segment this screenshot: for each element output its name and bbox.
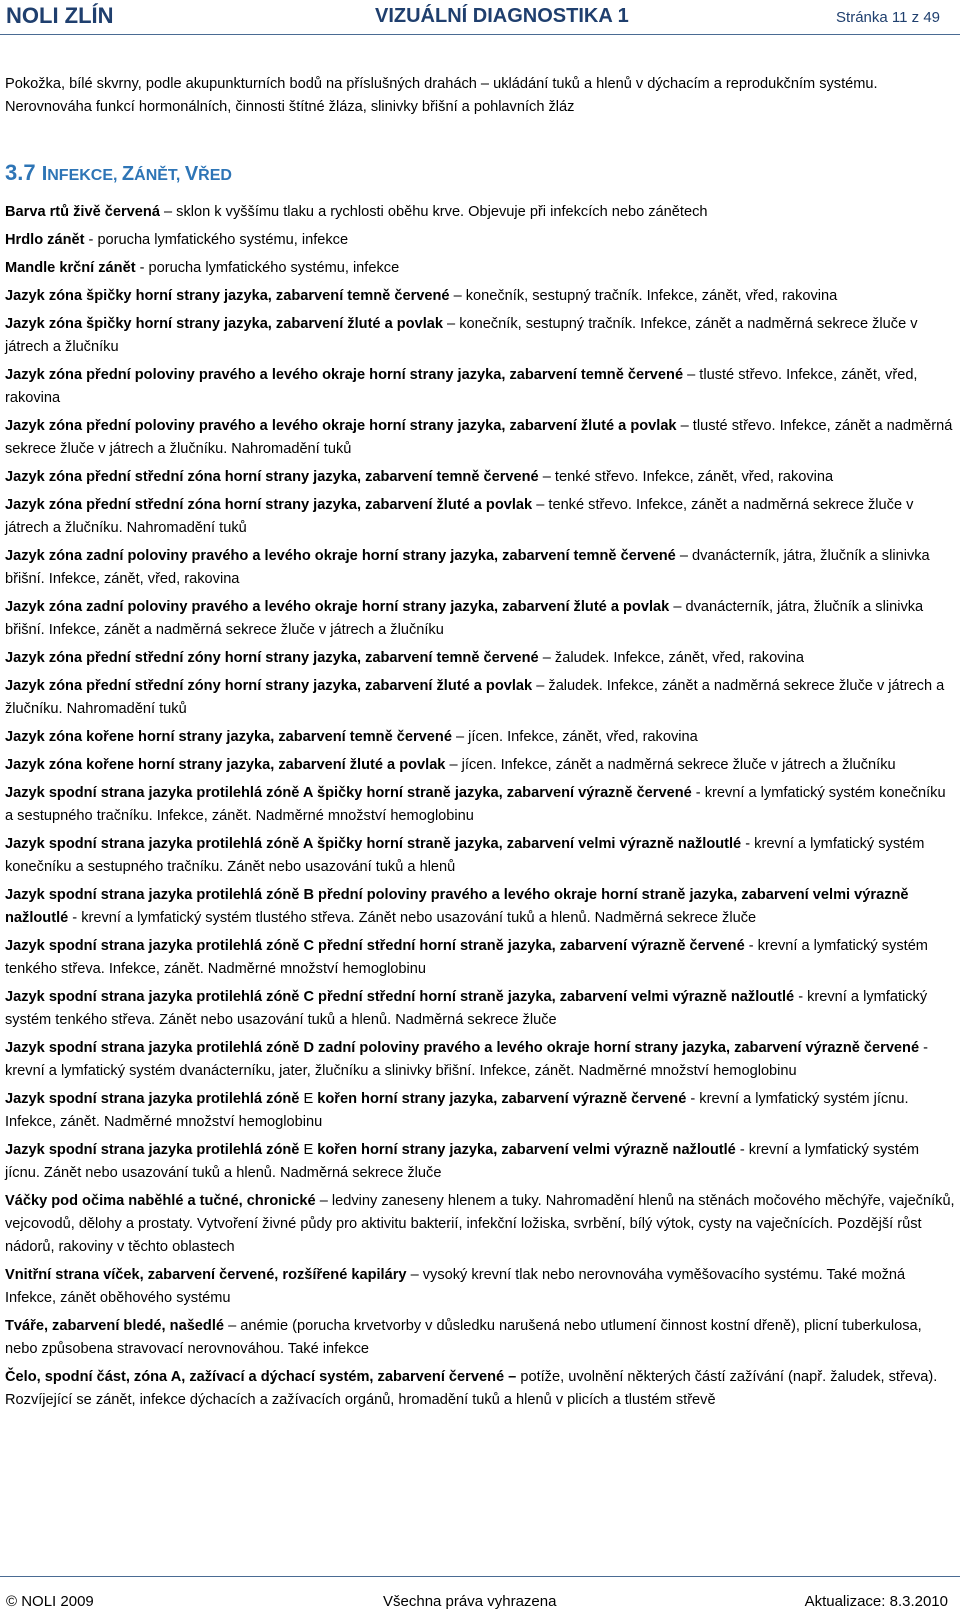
symptom-description: – tlusté střevo. Infekce, zánět a nadměrná sekrece žluče v játrech a žlučníku. Nahromadění tuků	[5, 418, 953, 457]
symptom-paragraph	[5, 229, 957, 252]
symptom-paragraph	[5, 313, 957, 359]
footer-rights: Všechna práva vyhrazena	[383, 1593, 557, 1610]
symptom-term: Jazyk spodní strana jazyka protilehlá zóně A špičky horní straně jazyka, zabarvení výrazně červené	[5, 785, 692, 801]
symptom-paragraph	[5, 1037, 957, 1083]
symptom-term: Vnitřní strana víček, zabarvení červené, rozšířené kapiláry	[5, 1267, 407, 1283]
symptom-paragraph	[5, 647, 957, 670]
symptom-description: - krevní a lymfatický systém konečníku a sestupného tračníku. Infekce, zánět. Nadměrné množství hemoglobinu	[5, 785, 946, 824]
symptom-term: Jazyk zóna zadní poloviny pravého a levého okraje horní strany jazyka, zabarvení žluté a povlak	[5, 599, 670, 615]
symptom-term: Váčky pod očima naběhlé a tučné, chronické	[5, 1193, 316, 1209]
paragraph-list	[5, 201, 957, 1412]
symptom-term: Barva rtů živě červená	[5, 204, 160, 220]
symptom-paragraph	[5, 986, 957, 1032]
symptom-description: – dvanácterník, játra, žlučník a slinivka břišní. Infekce, zánět a nadměrná sekrece žluče v játrech a žlučníku	[5, 599, 924, 638]
symptom-description: – žaludek. Infekce, zánět a nadměrná sekrece žluče v játrech a žlučníku. Nahromadění tuků	[5, 678, 945, 717]
symptom-term: Jazyk zóna přední poloviny pravého a levého okraje horní strany jazyka, zabarvení temně červené	[5, 367, 684, 383]
symptom-paragraph	[5, 726, 957, 749]
symptom-term: Jazyk zóna přední střední zóny horní strany jazyka, zabarvení žluté a povlak	[5, 678, 533, 694]
symptom-paragraph	[5, 285, 957, 308]
symptom-description: – tenké střevo. Infekce, zánět, vřed, rakovina	[538, 469, 834, 485]
symptom-paragraph	[5, 1366, 957, 1412]
symptom-term: Jazyk zóna přední střední zóny horní strany jazyka, zabarvení temně červené	[5, 650, 539, 666]
symptom-paragraph	[5, 1190, 957, 1259]
header-brand: NOLI ZLÍN	[6, 3, 114, 28]
symptom-term: Hrdlo zánět	[5, 232, 85, 248]
symptom-paragraph	[5, 257, 957, 280]
symptom-paragraph	[5, 675, 957, 721]
symptom-term: Jazyk spodní strana jazyka protilehlá zóně	[5, 1091, 300, 1107]
symptom-description: – vysoký krevní tlak nebo nerovnováha vyměšovacího systému. Také možná Infekce, zánět oběhového systému	[5, 1267, 906, 1306]
footer-updated: Aktualizace: 8.3.2010	[804, 1593, 948, 1610]
page-footer	[0, 1576, 960, 1614]
symptom-description: – jícen. Infekce, zánět, vřed, rakovina	[451, 729, 698, 745]
symptom-description: – tlusté střevo. Infekce, zánět, vřed, rakovina	[5, 367, 918, 406]
symptom-description: – konečník, sestupný tračník. Infekce, zánět, vřed, rakovina	[449, 288, 838, 304]
symptom-term: Tváře, zabarvení bledé, našedlé	[5, 1318, 225, 1334]
page-number: Stránka 11 z 49	[836, 9, 940, 26]
symptom-description: - krevní a lymfatický systém konečníku a sestupného tračníku. Zánět nebo usazování tuků a hlenů	[5, 836, 925, 875]
symptom-description: - krevní a lymfatický systém tlustého střeva. Zánět nebo usazování tuků a hlenů. Nadměrná sekrece žluče	[68, 910, 757, 926]
symptom-description: - krevní a lymfatický systém jícnu. Zánět nebo usazování tuků a hlenů. Nadměrná sekrece žluče	[5, 1142, 920, 1181]
symptom-paragraph	[5, 1264, 957, 1310]
symptom-paragraph	[5, 466, 957, 489]
symptom-term: Jazyk zóna špičky horní strany jazyka, zabarvení temně červené	[5, 288, 450, 304]
symptom-paragraph	[5, 1139, 957, 1185]
symptom-term: kořen horní strany jazyka, zabarvení velmi výrazně nažloutlé	[317, 1142, 736, 1158]
symptom-description: - porucha lymfatického systému, infekce	[84, 232, 349, 248]
symptom-description: E	[299, 1091, 318, 1107]
symptom-term: kořen horní strany jazyka, zabarvení výrazně červené	[317, 1091, 687, 1107]
symptom-description: - krevní a lymfatický systém jícnu. Infekce, zánět. Nadměrné množství hemoglobinu	[5, 1091, 909, 1130]
symptom-term: Jazyk spodní strana jazyka protilehlá zóně A špičky horní straně jazyka, zabarvení velmi výrazně nažloutlé	[5, 836, 742, 852]
symptom-term: Jazyk zóna přední střední zóna horní strany jazyka, zabarvení žluté a povlak	[5, 497, 533, 513]
symptom-paragraph	[5, 782, 957, 828]
section-number: 3.7	[5, 160, 36, 185]
symptom-paragraph	[5, 545, 957, 591]
symptom-paragraph	[5, 1088, 957, 1134]
footer-copyright: © NOLI 2009	[6, 1593, 94, 1610]
symptom-description: - krevní a lymfatický systém tenkého střeva. Zánět nebo usazování tuků a hlenů. Nadměrná sekrece žluče	[5, 989, 928, 1028]
symptom-term: Jazyk zóna špičky horní strany jazyka, zabarvení žluté a povlak	[5, 316, 443, 332]
symptom-paragraph	[5, 364, 957, 410]
symptom-description: potíže, uvolnění některých částí zažívání (např. žaludek, střeva). Rozvíjející se zánět, infekce dýchacích a zažívacích orgánů, hromadění tuků a hlenů v plicích a tlustém střevě	[5, 1369, 938, 1408]
symptom-description: - krevní a lymfatický systém dvanácterníku, jater, žlučníku a slinivky břišní. Infekce, zánět. Nadměrné množství hemoglobinu	[5, 1040, 928, 1079]
symptom-paragraph	[5, 1315, 957, 1361]
symptom-term: Jazyk spodní strana jazyka protilehlá zóně C přední střední horní straně jazyka, zabarvení velmi výrazně nažloutlé	[5, 989, 795, 1005]
symptom-description: - krevní a lymfatický systém tenkého střeva. Infekce, zánět. Nadměrné množství hemoglobinu	[5, 938, 928, 977]
symptom-term: Jazyk spodní strana jazyka protilehlá zóně C přední střední horní straně jazyka, zabarvení výrazně červené	[5, 938, 745, 954]
intro-paragraph: Pokožka, bílé skvrny, podle akupunkturních bodů na příslušných drahách – ukládání tuků a hlenů v dýchacím a reprodukčním systému. Nerovnováha funkcí hormonálních, činnosti štítné žláza, slinivky břišní a pohlavních žláz	[5, 76, 878, 115]
symptom-description: - porucha lymfatického systému, infekce	[135, 260, 400, 276]
symptom-paragraph	[5, 201, 957, 224]
symptom-description: – dvanácterník, játra, žlučník a slinivka břišní. Infekce, zánět, vřed, rakovina	[5, 548, 930, 587]
symptom-term: Jazyk zóna zadní poloviny pravého a levého okraje horní strany jazyka, zabarvení temně červené	[5, 548, 676, 564]
symptom-description: – konečník, sestupný tračník. Infekce, zánět a nadměrná sekrece žluče v játrech a žlučníku	[5, 316, 918, 355]
symptom-term: Jazyk zóna přední poloviny pravého a levého okraje horní strany jazyka, zabarvení žluté a povlak	[5, 418, 677, 434]
section-heading: 3.7 INFEKCE, ZÁNĚT, VŘED	[5, 160, 232, 185]
symptom-term: Mandle krční zánět	[5, 260, 136, 276]
symptom-paragraph	[5, 884, 957, 930]
symptom-description: – žaludek. Infekce, zánět, vřed, rakovina	[538, 650, 804, 666]
symptom-description: – ledviny zaneseny hlenem a tuky. Nahromadění hlenů na stěnách močového měchýře, vaječníků, vejcovodů, dělohy a prostaty. Vytvoření živné půdy pro aktivitu bakterií, infekční ložiska, svrbění, bílý výtok, cysty na vaječnících. Pozdější růst nádorů, rakoviny v těchto oblastech	[5, 1193, 955, 1255]
symptom-paragraph	[5, 754, 957, 777]
symptom-description: – jícen. Infekce, zánět a nadměrná sekrece žluče v játrech a žlučníku	[445, 757, 896, 773]
symptom-term: Jazyk zóna přední střední zóna horní strany jazyka, zabarvení temně červené	[5, 469, 539, 485]
symptom-paragraph	[5, 935, 957, 981]
symptom-paragraph	[5, 415, 957, 461]
symptom-paragraph	[5, 494, 957, 540]
symptom-term: Jazyk spodní strana jazyka protilehlá zóně B přední poloviny pravého a levého okraje horní straně jazyka, zabarvení velmi výrazně nažloutlé	[5, 887, 909, 926]
symptom-description: – tenké střevo. Infekce, zánět a nadměrná sekrece žluče v játrech a žlučníku. Nahromadění tuků	[5, 497, 914, 536]
symptom-term: Jazyk spodní strana jazyka protilehlá zóně	[5, 1142, 300, 1158]
header-title: VIZUÁLNÍ DIAGNOSTIKA 1	[375, 5, 629, 27]
symptom-paragraph	[5, 596, 957, 642]
symptom-description: – anémie (porucha krvetvorby v důsledku narušená nebo utlumení činnost kostní dřeně), plicní tuberkulosa, nebo způsobena stravovací nerovnováhou. Také infekce	[5, 1318, 922, 1357]
symptom-term: Jazyk spodní strana jazyka protilehlá zóně D zadní poloviny pravého a levého okraje horní strany jazyka, zabarvení výrazně červené	[5, 1040, 920, 1056]
symptom-description: – sklon k vyššímu tlaku a rychlosti oběhu krve. Objevuje při infekcích nebo zánětech	[159, 204, 708, 220]
document-body	[5, 73, 957, 1417]
symptom-paragraph	[5, 833, 957, 879]
symptom-term: Čelo, spodní část, zóna A, zažívací a dýchací systém, zabarvení červené –	[5, 1369, 517, 1385]
symptom-term: Jazyk zóna kořene horní strany jazyka, zabarvení žluté a povlak	[5, 757, 446, 773]
symptom-term: Jazyk zóna kořene horní strany jazyka, zabarvení temně červené	[5, 729, 452, 745]
page-header	[0, 0, 960, 35]
symptom-description: E	[299, 1142, 318, 1158]
